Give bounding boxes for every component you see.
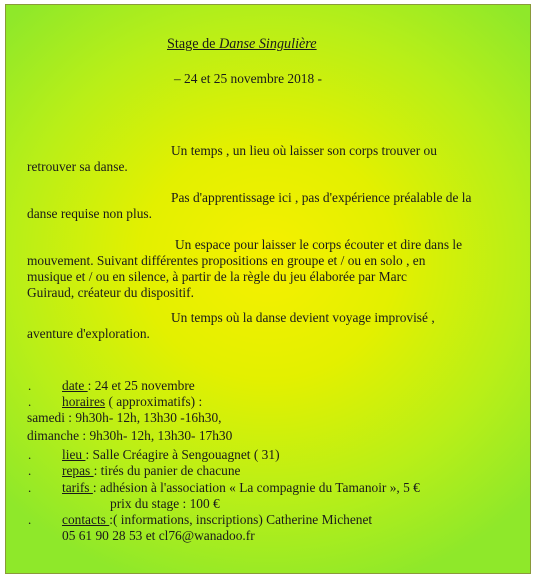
samedi-schedule: samedi : 9h30h- 12h, 13h30 -16h30, <box>27 410 222 425</box>
lieu-row <box>62 447 280 463</box>
paragraph-3-line-3: musique et / ou en silence, à partir de la règle du jeu élaborée par Marc <box>27 269 407 284</box>
dates-line: – 24 et 25 novembre 2018 - <box>174 71 323 86</box>
flyer <box>5 4 531 574</box>
contacts-value: :( informations, inscriptions) Catherine Michenet <box>109 512 373 527</box>
bullet: . <box>28 480 32 495</box>
prix-du-stage: prix du stage : 100 € <box>110 496 220 511</box>
repas-label: repas <box>62 463 94 478</box>
bullet: . <box>28 394 32 409</box>
date-value: : 24 et 25 novembre <box>87 378 195 393</box>
paragraph-4-line-2: aventure d'exploration. <box>27 326 150 341</box>
title-prefix: Stage de <box>167 36 220 52</box>
contacts-label: contacts <box>62 512 110 527</box>
tarifs-row <box>62 480 420 496</box>
bullet: . <box>28 378 32 393</box>
lieu-value: : Salle Créagire à Sengouagnet ( 31) <box>85 447 280 462</box>
repas-value: : tirés du panier de chacune <box>93 463 241 478</box>
title-emphasis: Danse Singulière <box>219 36 317 52</box>
paragraph-3-line-2: mouvement. Suivant différentes propositions en groupe et / ou en solo , en <box>27 253 426 268</box>
tarifs-value: : adhésion à l'association « La compagnie du Tamanoir », 5 € <box>92 480 420 495</box>
paragraph-1-line-1: Un temps , un lieu où laisser son corps trouver ou <box>171 143 437 158</box>
paragraph-3-line-4: Guiraud, créateur du dispositif. <box>27 285 194 300</box>
paragraph-3-line-1: Un espace pour laisser le corps écouter et dire dans le <box>175 237 463 252</box>
flyer-title <box>167 36 317 52</box>
date-row <box>62 378 195 394</box>
paragraph-1-line-2: retrouver sa danse. <box>27 159 128 174</box>
lieu-label: lieu <box>62 447 86 462</box>
paragraph-4-line-1: Un temps où la danse devient voyage improvisé , <box>171 310 435 325</box>
bullet: . <box>28 512 32 527</box>
tarifs-label: tarifs <box>62 480 93 495</box>
dimanche-schedule: dimanche : 9h30h- 12h, 13h30- 17h30 <box>27 428 233 443</box>
horaires-label: horaires <box>62 394 106 409</box>
horaires-note: ( approximatifs) : <box>105 394 203 409</box>
paragraph-2-line-1: Pas d'apprentissage ici , pas d'expérience préalable de la <box>171 190 472 205</box>
paragraph-2-line-2: danse requise non plus. <box>27 206 152 221</box>
repas-row <box>62 463 240 479</box>
horaires-row <box>62 394 202 410</box>
bullet: . <box>28 463 32 478</box>
phone-email: 05 61 90 28 53 et cl76@wanadoo.fr <box>62 528 255 543</box>
date-label: date <box>62 378 88 393</box>
bullet: . <box>28 447 32 462</box>
contacts-row <box>62 512 372 528</box>
